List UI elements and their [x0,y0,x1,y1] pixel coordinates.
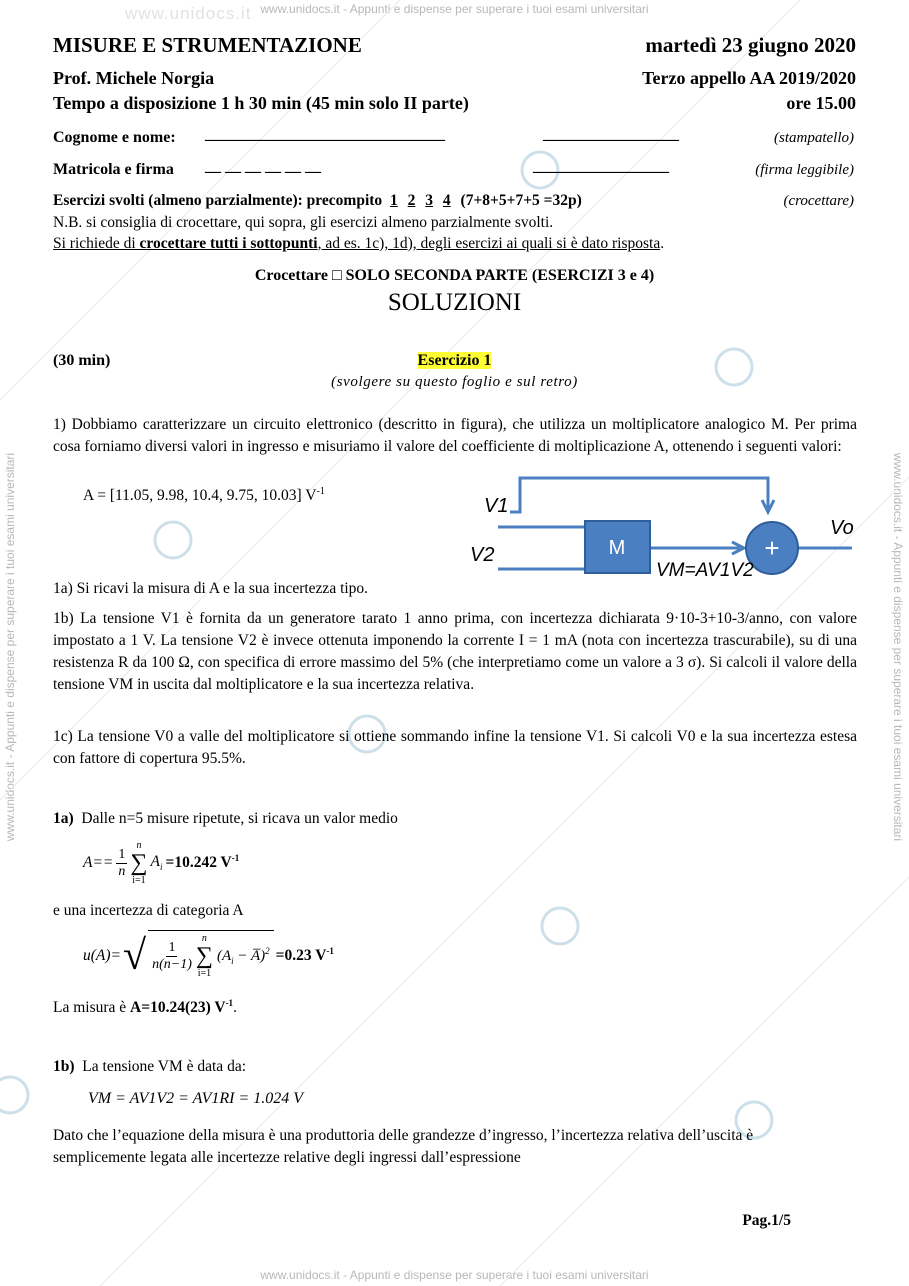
vm-equation: VM=AV1V2 [656,560,754,581]
name-line-2[interactable]: _________________ [543,126,679,143]
esercizi-row [53,192,582,210]
measure-result: La misura è A=10.24(23) $V^{-1}$. [53,998,237,1017]
exercise-title: Esercizio 1 [417,352,492,369]
multiplier-label: M [608,537,626,559]
seconda-parte-checkbox[interactable]: □ [331,267,342,284]
esercizi-points: (7+8+5+7+5 =32p) [460,192,582,209]
exam-date: martedì 23 giugno 2020 [645,33,856,57]
vo-label: Vo [830,517,854,539]
watermark-left: www.unidocs.it - Appunti e dispense per superare i tuoi esami universitari [3,452,17,842]
question-1b: 1b) La tensione V1 è fornita da un generatore tarato 1 anno prima, con incertezza dichiarata 9·10-3+10-3/anno, con valore impostato a 1 V. La tensione V2 è invece ottenuta imponendo la corrente I = 1 mA (nota con incertezza trascurabile), su di una resistenza R da 100 Ω, con specifica di errore massimo del 5% (che interpretiamo come un valore a 3 σ). Si calcoli il valore della tensione VM in uscita dal moltiplicatore e la sua incertezza relativa. [53,610,857,693]
solution-1b-intro: 1b) La tensione VM è data da: [53,1058,247,1075]
circuit-diagram [470,466,860,586]
question-1a: 1a) Si ricavi la misura di A e la sua incertezza tipo. [53,580,369,597]
v1-label: V1 [484,495,509,517]
watermark-bottom: www.unidocs.it - Appunti e dispense per superare i tuoi esami universitari [260,1268,649,1282]
course-title: MISURE E STRUMENTAZIONE [53,33,362,57]
name-line-1[interactable]: ______________________________ [205,126,445,143]
exam-hour: ore 15.00 [786,93,856,113]
category-a-text: e una incertezza di categoria A [53,902,244,919]
equation-mean: A== $\frac{1}{n}$ n ∑ i=1 $A_i$ =10.242 $V^{-1}$ [83,840,240,886]
exercise-intro: 1) Dobbiamo caratterizzare un circuito elettronico (descritto in figura), che utilizza un moltiplicatore analogico M. Per prima cosa forniamo diversi valori in ingresso e misuriamo il valore del coefficiente di moltiplicazione A, ottenendo i seguenti valori: [53,416,857,455]
name-hint: (stampatello) [774,130,854,146]
nb-line: N.B. si consiglia di crocettare, qui sopra, gli esercizi almeno parzialmente svolti. [53,214,554,231]
esercizi-label: Esercizi svolti (almeno parzialmente): precompito [53,192,383,209]
name-label: Cognome e nome: [53,129,176,146]
page-number: Pag.1/5 [742,1212,791,1229]
appello: Terzo appello AA 2019/2020 [642,68,856,88]
matricola-blanks[interactable]: __ __ __ __ __ __ [205,158,321,175]
question-1c: 1c) La tensione V0 a valle del moltiplicatore si ottiene sommando infine la tensione V1. Si calcoli V0 e la sua incertezza estesa con fattore di copertura 95.5%. [53,728,857,767]
esercizio-1-check[interactable]: 1 [390,192,398,209]
matricola-label: Matricola e firma [53,161,174,178]
crocettare-line: Crocettare □ SOLO SECONDA PARTE (ESERCIZI 3 e 4) [254,267,655,284]
watermark-right: www.unidocs.it - Appunti e dispense per superare i tuoi esami universitari [891,452,905,842]
solution-1a-intro: 1a) Dalle n=5 misure ripetute, si ricava un valor medio [53,810,398,827]
v2-label: V2 [470,544,495,566]
watermark-faint-top: www.unidocs.it [125,4,252,23]
exercise-duration: (30 min) [53,352,111,369]
firma-line[interactable]: _________________ [533,158,669,175]
sum-symbol: + [764,533,780,563]
equation-vm: VM = AV1V2 = AV1RI = 1.024 V [88,1090,304,1107]
equation-uncertainty: u(A)= √ $\frac{1}{n(n-1)}$ n ∑ i=1 ($A_i$ − A̅)$^2$ =0.23 $V^{-1}$ [83,930,334,981]
esercizio-4-check[interactable]: 4 [442,192,451,209]
values-line: A = [11.05, 9.98, 10.4, 9.75, 10.03] $V^{-1}$ [83,486,325,505]
watermark-top: www.unidocs.it - Appunti e dispense per superare i tuoi esami universitari [260,2,649,16]
esercizio-3-check[interactable]: 3 [425,192,434,209]
esercizio-2-check[interactable]: 2 [407,192,416,209]
closing-text: Dato che l’equazione della misura è una produttoria delle grandezze d’ingresso, l’incertezza relativa dell’uscita è semplicemente legata alle incertezze relative degli ingressi dall’espressione [53,1127,754,1166]
time-limit: Tempo a disposizione 1 h 30 min (45 min solo II parte) [53,93,469,113]
esercizi-hint: (crocettare) [783,193,854,209]
exercise-subtitle: (svolgere su questo foglio e sul retro) [331,374,578,390]
firma-hint: (firma leggibile) [755,162,854,178]
request-line: Si richiede di crocettare tutti i sottopunti, ad es. 1c), 1d), degli esercizi ai quali si è dato risposta. [53,235,665,252]
professor: Prof. Michele Norgia [53,68,215,88]
page-title: SOLUZIONI [387,289,522,316]
